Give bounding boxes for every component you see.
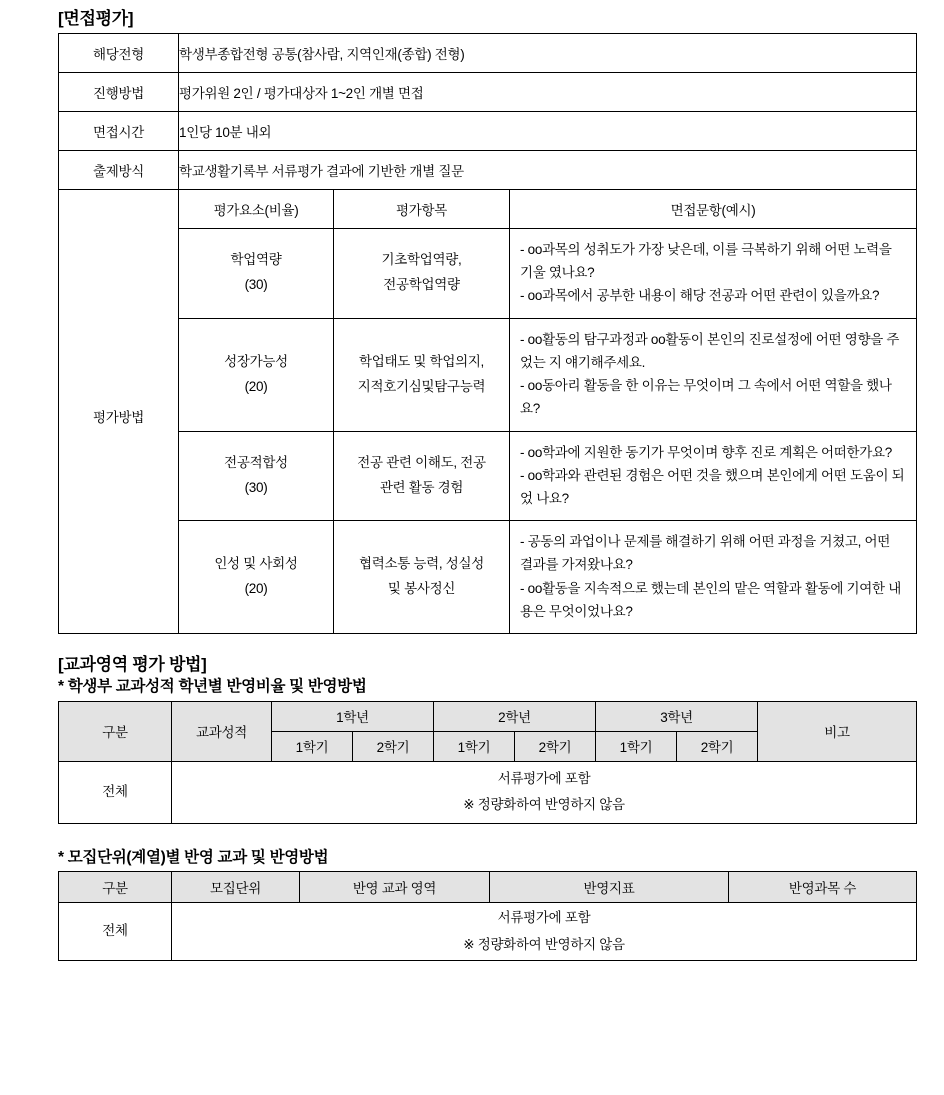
column-header-division: 구분	[59, 701, 172, 761]
unit-note-line-1: 서류평가에 포함	[497, 910, 591, 926]
table-row	[59, 761, 917, 823]
row-value-procedure: 평가위원 2인 / 평가대상자 1~2인 개별 면접	[179, 73, 917, 112]
column-header-semester: 2학기	[515, 731, 596, 761]
interview-question: - oo과목에서 공부한 내용이 해당 전공과 어떤 관련이 있을까요?	[520, 288, 880, 304]
criterion-factor-name: 전공적합성	[224, 454, 288, 470]
criterion-factor-cell	[179, 521, 334, 634]
interview-question: - oo학과와 관련된 경험은 어떤 것을 했으며 본인에게 어떤 도움이 되었 나요?	[520, 467, 905, 506]
grade-note-line-2: ※ 정량화하여 반영하지 않음	[463, 797, 625, 813]
interview-question: - oo동아리 활동을 한 이유는 무엇이며 그 속에서 어떤 역할을 했나요?	[520, 378, 892, 417]
column-header-semester: 2학기	[353, 731, 434, 761]
column-header-area: 반영 교과 영역	[300, 872, 490, 903]
criterion-factor-cell	[179, 318, 334, 431]
criterion-questions-cell	[510, 318, 917, 431]
table-row	[59, 318, 917, 431]
table-row	[59, 431, 917, 521]
criterion-factor-ratio: (20)	[244, 378, 268, 394]
criterion-factor-cell	[179, 229, 334, 319]
grade-note-line-1: 서류평가에 포함	[497, 770, 591, 786]
row-label-all: 전체	[59, 761, 172, 823]
interview-question: - oo과목의 성취도가 가장 낮은데, 이를 극복하기 위해 어떤 노력을 기울 였나요?	[520, 242, 892, 281]
row-label-evaluation-method	[59, 190, 179, 634]
criterion-factor-name: 학업역량	[230, 252, 282, 268]
criterion-item-line: 기초학업역량,	[381, 252, 462, 268]
criterion-item-line: 관련 활동 경험	[379, 479, 464, 495]
column-header-remark: 비고	[758, 701, 917, 761]
column-header-index: 반영지표	[490, 872, 729, 903]
criterion-factor-ratio: (30)	[244, 479, 268, 495]
unit-note-line-2: ※ 정량화하여 반영하지 않음	[463, 936, 625, 952]
criterion-item-line: 전공 관련 이해도, 전공	[357, 454, 486, 470]
row-label-all: 전체	[59, 903, 172, 961]
row-value-duration: 1인당 10분 내외	[179, 112, 917, 151]
criterion-item-line: 전공학업역량	[383, 277, 460, 293]
column-header-semester: 2학기	[677, 731, 758, 761]
criterion-questions-cell	[510, 229, 917, 319]
unit-table-subheading: * 모집단위(계열)별 반영 교과 및 반영방법	[58, 848, 329, 866]
table-row	[59, 903, 917, 961]
criterion-items-cell	[334, 318, 510, 431]
row-value-transfer-type: 학생부종합전형 공통(참사람, 지역인재(종합) 전형)	[179, 34, 917, 73]
interview-question: - oo학과에 지원한 동기가 무엇이며 향후 진로 계획은 어떠한가요?	[520, 444, 892, 460]
column-header-items: 평가항목	[334, 190, 510, 229]
column-header-count: 반영과목 수	[729, 872, 917, 903]
grade-reflection-table	[58, 701, 917, 824]
criterion-factor-name: 성장가능성	[224, 353, 288, 369]
criterion-item-line: 지적호기심및탐구능력	[357, 378, 486, 394]
criterion-item-line: 협력소통 능력, 성실성	[358, 556, 485, 572]
interview-section-heading: [면접평가]	[58, 9, 134, 28]
criterion-items-cell	[334, 431, 510, 521]
criterion-item-line: 학업태도 및 학업의지,	[358, 353, 485, 369]
column-header-grade3: 3학년	[596, 701, 758, 731]
unit-reflection-table	[58, 871, 917, 961]
row-label-transfer-type: 해당전형	[59, 34, 179, 73]
criterion-questions-cell	[510, 521, 917, 634]
table-row	[59, 34, 917, 73]
table-row	[59, 112, 917, 151]
column-header-semester: 1학기	[434, 731, 515, 761]
interview-evaluation-table	[58, 33, 917, 634]
criterion-factor-cell	[179, 431, 334, 521]
table-header-row	[59, 872, 917, 903]
subject-section-heading: [교과영역 평가 방법]	[58, 655, 207, 675]
criterion-items-cell	[334, 229, 510, 319]
criterion-items-cell	[334, 521, 510, 634]
row-label-duration: 면접시간	[59, 112, 179, 151]
grade-table-subheading: * 학생부 교과성적 학년별 반영비율 및 반영방법	[58, 678, 367, 696]
criterion-item-line: 및 봉사정신	[387, 581, 456, 597]
table-row	[59, 73, 917, 112]
column-header-semester: 1학기	[272, 731, 353, 761]
table-row	[59, 521, 917, 634]
evaluation-method-text: 평가방법	[93, 410, 144, 426]
column-header-unit: 모집단위	[172, 872, 300, 903]
column-header-grade2: 2학년	[434, 701, 596, 731]
row-label-question-style: 출제방식	[59, 151, 179, 190]
table-row	[59, 229, 917, 319]
unit-note-cell	[172, 903, 917, 961]
row-label-procedure: 진행방법	[59, 73, 179, 112]
column-header-subject-score: 교과성적	[172, 701, 272, 761]
table-row	[59, 151, 917, 190]
interview-question: - 공동의 과업이나 문제를 해결하기 위해 어떤 과정을 거쳤고, 어떤 결과를 가져왔나요?	[520, 534, 890, 573]
column-header-grade1: 1학년	[272, 701, 434, 731]
row-value-question-style: 학교생활기록부 서류평가 결과에 기반한 개별 질문	[179, 151, 917, 190]
interview-question: - oo활동의 탐구과정과 oo활동이 본인의 진로설정에 어떤 영향을 주었는 지 얘기해주세요.	[520, 331, 900, 370]
table-header-row	[59, 701, 917, 731]
column-header-division: 구분	[59, 872, 172, 903]
criterion-factor-name: 인성 및 사회성	[214, 556, 298, 572]
column-header-semester: 1학기	[596, 731, 677, 761]
criterion-questions-cell	[510, 431, 917, 521]
criterion-factor-ratio: (30)	[244, 277, 268, 293]
column-header-factor: 평가요소(비율)	[179, 190, 334, 229]
grade-note-cell	[172, 761, 917, 823]
interview-question: - oo활동을 지속적으로 했는데 본인의 맡은 역할과 활동에 기여한 내용은 무엇이었나요?	[520, 580, 901, 619]
criterion-factor-ratio: (20)	[244, 581, 268, 597]
column-header-questions: 면접문항(예시)	[510, 190, 917, 229]
table-row	[59, 190, 917, 229]
